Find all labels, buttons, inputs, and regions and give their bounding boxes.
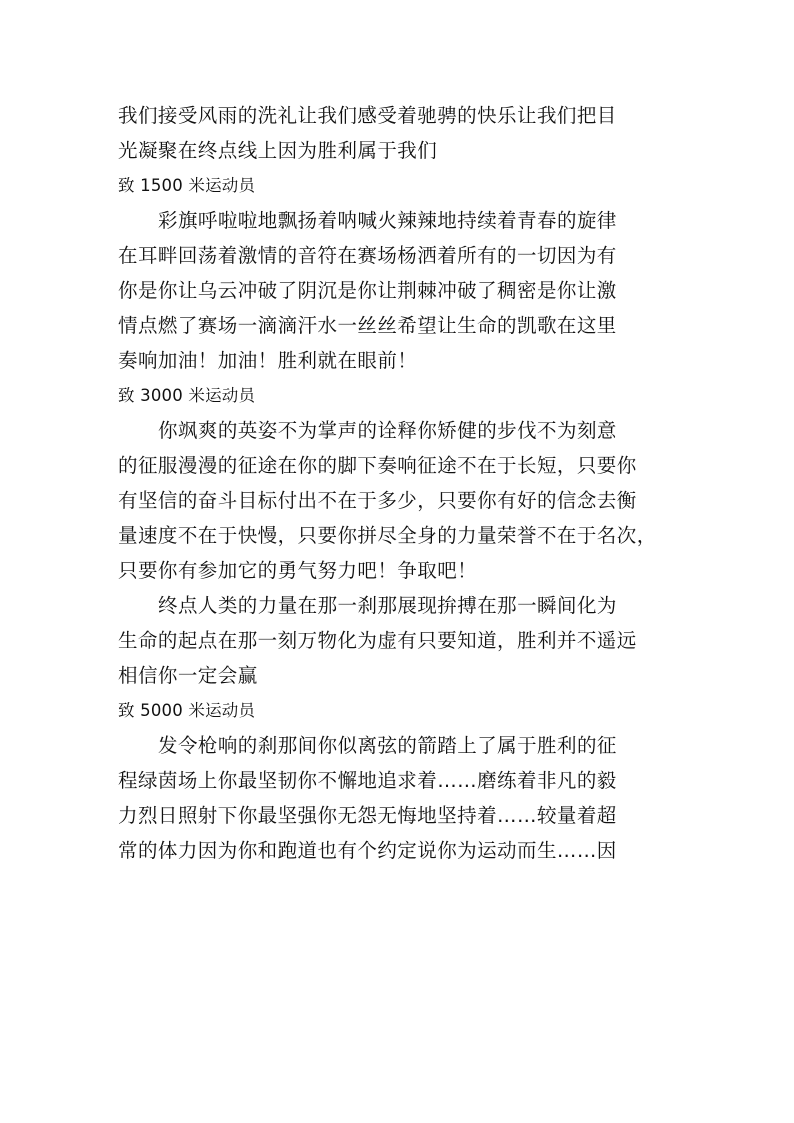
text-line: 程绿茵场上你最坚韧你不懈地追求着……磨练着非凡的毅 xyxy=(118,769,617,792)
text-line: 的征服漫漫的征途在你的脚下奏响征途不在于长短，只要你 xyxy=(118,454,637,477)
text-line: 常的体力因为你和跑道也有个约定说你为运动而生……因 xyxy=(118,839,617,862)
section-heading: 致 5000 米运动员 xyxy=(118,701,256,720)
text-line: 你飒爽的英姿不为掌声的诠释你矫健的步伐不为刻意 xyxy=(158,419,617,442)
text-line: 终点人类的力量在那一刹那展现拚搏在那一瞬间化为 xyxy=(158,594,617,617)
text-line: 彩旗呼啦啦地飘扬着呐喊火辣辣地持续着青春的旋律 xyxy=(158,209,617,232)
text-line: 只要你有参加它的勇气努力吧！争取吧！ xyxy=(118,559,478,582)
text-line: 光凝聚在终点线上因为胜利属于我们 xyxy=(118,139,438,162)
text-line: 你是你让乌云冲破了阴沉是你让荆棘冲破了稠密是你让激 xyxy=(118,279,617,302)
text-line: 发令枪响的刹那间你似离弦的箭踏上了属于胜利的征 xyxy=(158,734,617,757)
text-line: 相信你一定会赢 xyxy=(118,664,258,687)
section-heading: 致 3000 米运动员 xyxy=(118,386,256,405)
text-line: 我们接受风雨的洗礼让我们感受着驰骋的快乐让我们把目 xyxy=(118,104,617,127)
section-heading: 致 1500 米运动员 xyxy=(118,176,256,195)
text-line: 奏响加油！加油！胜利就在眼前！ xyxy=(118,349,418,372)
text-line: 生命的起点在那一刻万物化为虚有只要知道，胜利并不遥远 xyxy=(118,629,637,652)
text-line: 情点燃了赛场一滴滴汗水一丝丝希望让生命的凯歌在这里 xyxy=(118,314,617,337)
document-page xyxy=(118,98,678,868)
text-line: 有坚信的奋斗目标付出不在于多少，只要你有好的信念去衡 xyxy=(118,489,637,512)
text-line: 在耳畔回荡着激情的音符在赛场杨洒着所有的一切因为有 xyxy=(118,244,617,267)
text-line: 量速度不在于快慢，只要你拼尽全身的力量荣誉不在于名次， xyxy=(118,524,657,547)
text-line: 力烈日照射下你最坚强你无怨无悔地坚持着……较量着超 xyxy=(118,804,617,827)
